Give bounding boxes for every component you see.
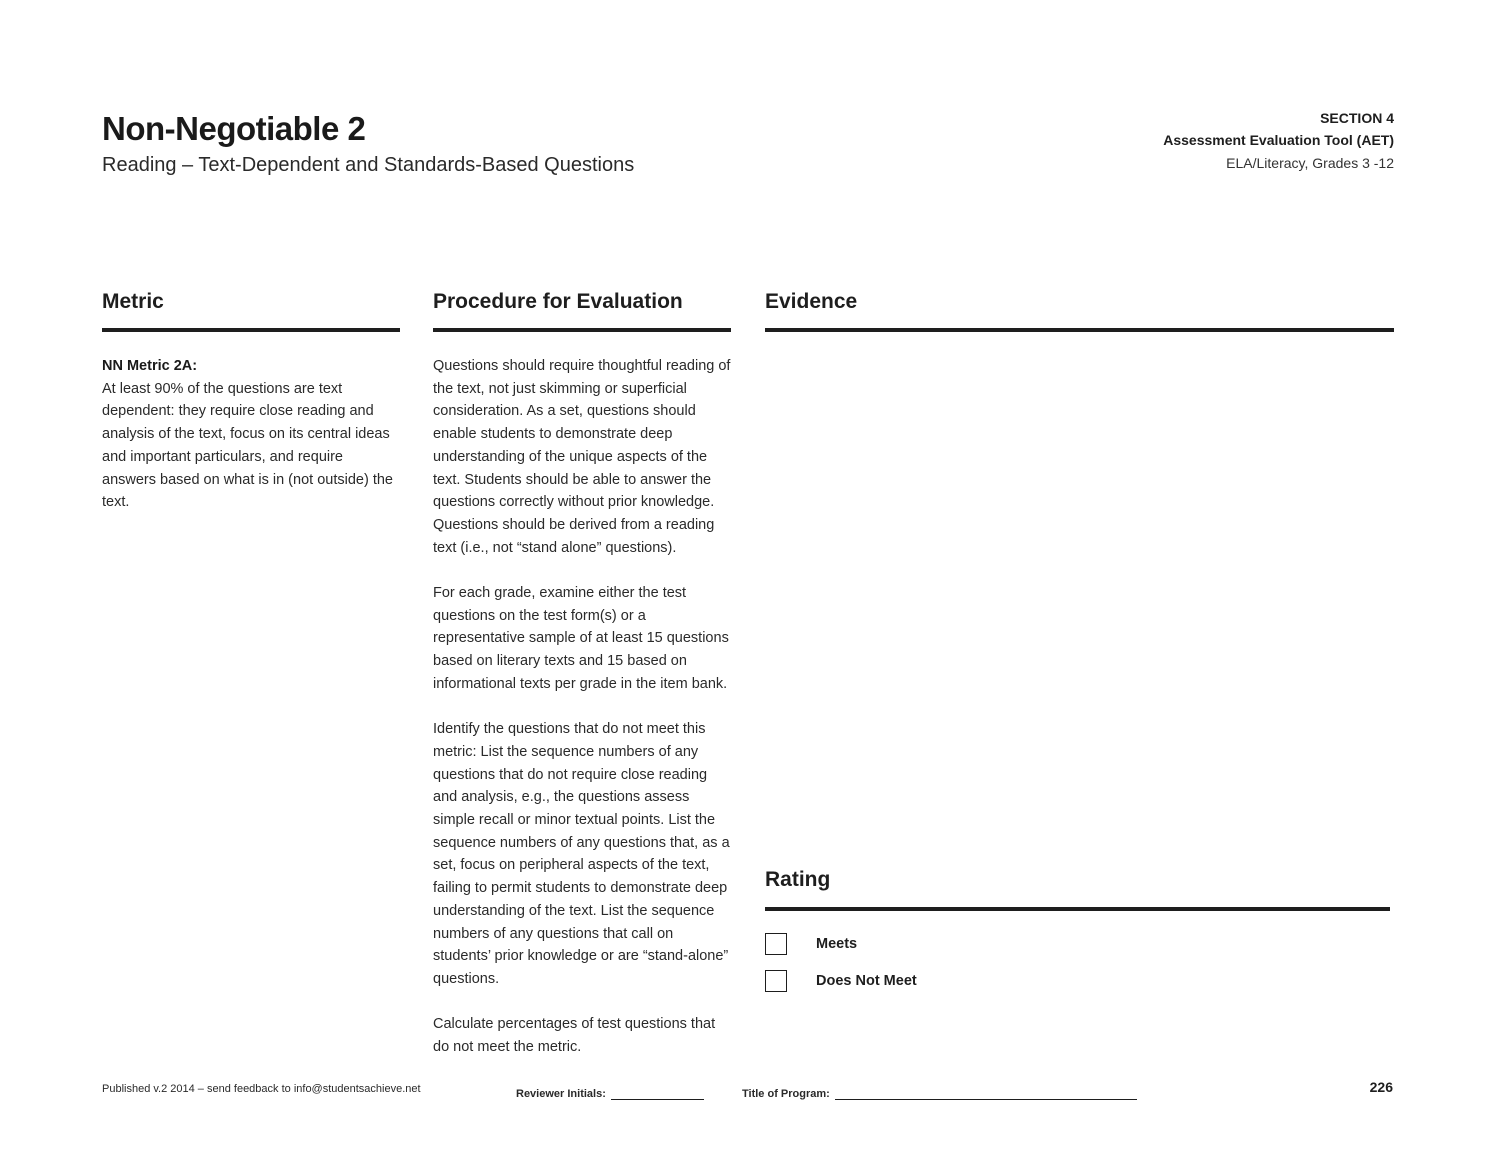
- page-number: 226: [1369, 1079, 1393, 1095]
- meets-label: Meets: [816, 936, 858, 952]
- program-title-label: Title of Program:: [742, 1088, 830, 1100]
- metric-divider: [102, 328, 400, 332]
- metric-column: [102, 355, 398, 514]
- section-tool-name: Assessment Evaluation Tool (AET): [1163, 132, 1394, 148]
- section-label: SECTION 4: [1320, 110, 1394, 126]
- program-title-field[interactable]: [742, 1084, 1137, 1100]
- section-grades: ELA/Literacy, Grades 3 -12: [1226, 155, 1394, 171]
- section-info: [1163, 107, 1394, 174]
- meets-checkbox[interactable]: [765, 933, 787, 955]
- evidence-heading: Evidence: [765, 290, 858, 313]
- procedure-divider: [433, 328, 731, 332]
- metric-label: NN Metric 2A:: [102, 358, 198, 374]
- rating-heading: Rating: [765, 868, 831, 891]
- procedure-column: [433, 355, 733, 1059]
- reviewer-initials-line[interactable]: [611, 1084, 704, 1100]
- does-not-meet-label: Does Not Meet: [816, 973, 917, 989]
- evidence-divider: [765, 328, 1394, 332]
- procedure-heading: Procedure for Evaluation: [433, 290, 683, 313]
- reviewer-initials-label: Reviewer Initials:: [516, 1088, 606, 1100]
- rating-option-meets[interactable]: [765, 933, 857, 955]
- metric-heading: Metric: [102, 290, 164, 313]
- reviewer-initials-field[interactable]: [516, 1084, 704, 1100]
- page-title: Non-Negotiable 2: [102, 110, 366, 147]
- metric-description: At least 90% of the questions are text dependent: they require close reading and analysis of the text, focus on its central ideas and important particulars, and require answers based on what is in (not outside) the text.: [102, 380, 393, 511]
- program-title-line[interactable]: [835, 1084, 1137, 1100]
- procedure-paragraph: Identify the questions that do not meet this metric: List the sequence numbers of any questions that do not require close reading and analysis, e.g., the questions assess simple recall or minor textual points. List the sequence numbers of any questions that, as a set, focus on peripheral aspects of the text, failing to permit students to demonstrate deep understanding of the text. List the sequence numbers of any questions that call on students’ prior knowledge or are “stand-alone” questions.: [433, 721, 730, 987]
- page-subtitle: Reading – Text-Dependent and Standards-Based Questions: [102, 154, 635, 176]
- procedure-paragraph: Calculate percentages of test questions that do not meet the metric.: [433, 1016, 716, 1056]
- rating-option-does-not-meet[interactable]: [765, 970, 917, 992]
- procedure-paragraph: For each grade, examine either the test questions on the test form(s) or a representative sample of at least 15 questions based on literary texts and 15 based on informational texts per grade in the item bank.: [433, 585, 729, 692]
- does-not-meet-checkbox[interactable]: [765, 970, 787, 992]
- rating-divider: [765, 907, 1390, 911]
- procedure-paragraph: Questions should require thoughtful reading of the text, not just skimming or superficial consideration. As a set, questions should enable students to demonstrate deep understanding of the unique aspects of the text. Students should be able to answer the questions correctly without prior knowledge. Questions should be derived from a reading text (i.e., not “stand alone” questions).: [433, 358, 731, 556]
- published-note: Published v.2 2014 – send feedback to info@studentsachieve.net: [102, 1083, 421, 1095]
